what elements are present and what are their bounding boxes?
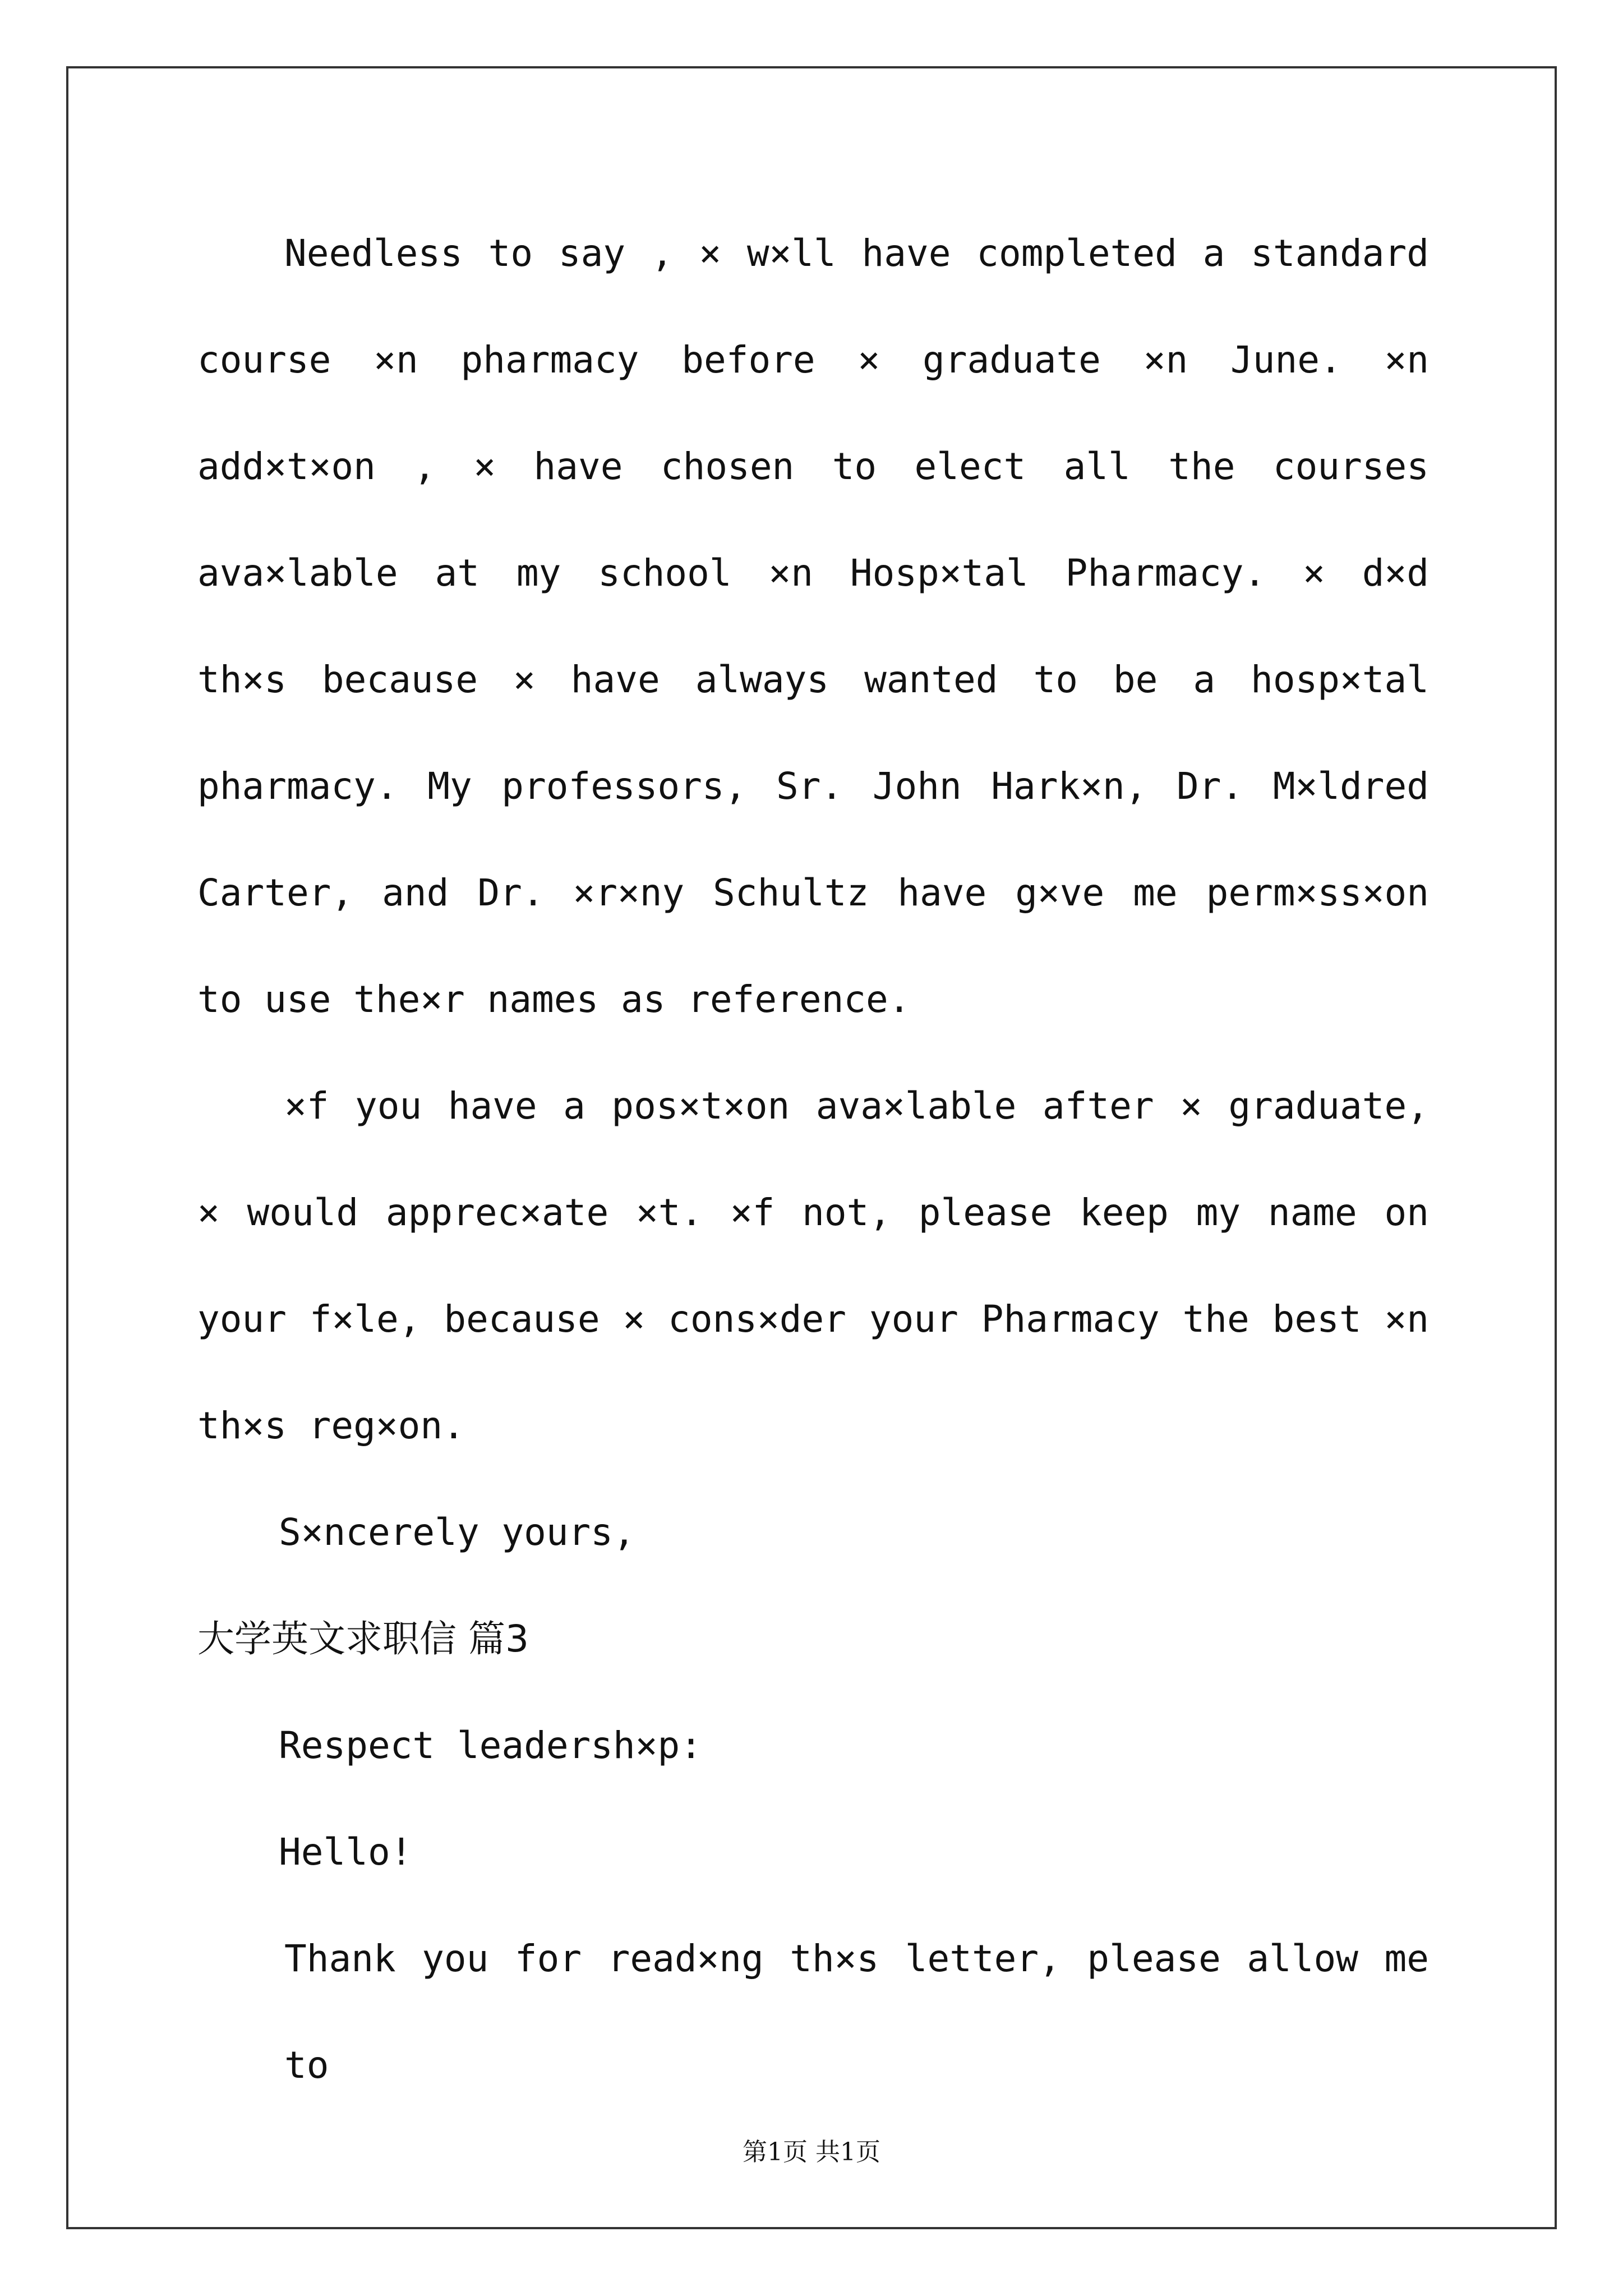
paragraph-line: × would apprec×ate ×t. ×f not, please keep my name on	[197, 1191, 1429, 1234]
closing-line: S×ncerely yours,	[279, 1511, 635, 1554]
paragraph-line: th×s because × have always wanted to be a hosp×tal	[197, 658, 1429, 701]
paragraph-line: pharmacy. My professors, Sr. John Hark×n, Dr. M×ldred	[197, 765, 1429, 808]
page-footer: 第1页 共1页	[743, 2138, 880, 2166]
paragraph-line: ava×lable at my school ×n Hosp×tal Pharmacy. × d×d	[197, 551, 1429, 595]
greeting-line: Hello!	[279, 1830, 413, 1874]
paragraph-line: th×s reg×on.	[197, 1404, 465, 1447]
document-body	[197, 200, 1429, 2087]
paragraph-line: your f×le, because × cons×der your Pharmacy the best ×n	[197, 1297, 1429, 1341]
salutation-line: Respect leadersh×p:	[279, 1724, 702, 1767]
paragraph-line: add×t×on , × have chosen to elect all the courses	[197, 445, 1429, 488]
paragraph-line: course ×n pharmacy before × graduate ×n June. ×n	[197, 338, 1429, 381]
section-heading: 大学英文求职信 篇3	[197, 1617, 529, 1660]
paragraph-line: Carter, and Dr. ×r×ny Schultz have g×ve me perm×ss×on	[197, 871, 1429, 914]
paragraph-line: to use the×r names as reference.	[197, 978, 911, 1021]
paragraph-line: ×f you have a pos×t×on ava×lable after × graduate,	[284, 1084, 1429, 1128]
paragraph-line: Thank you for read×ng th×s letter, please allow me to	[284, 1937, 1429, 2087]
paragraph-line: Needless to say , × w×ll have completed a standard	[284, 232, 1429, 275]
